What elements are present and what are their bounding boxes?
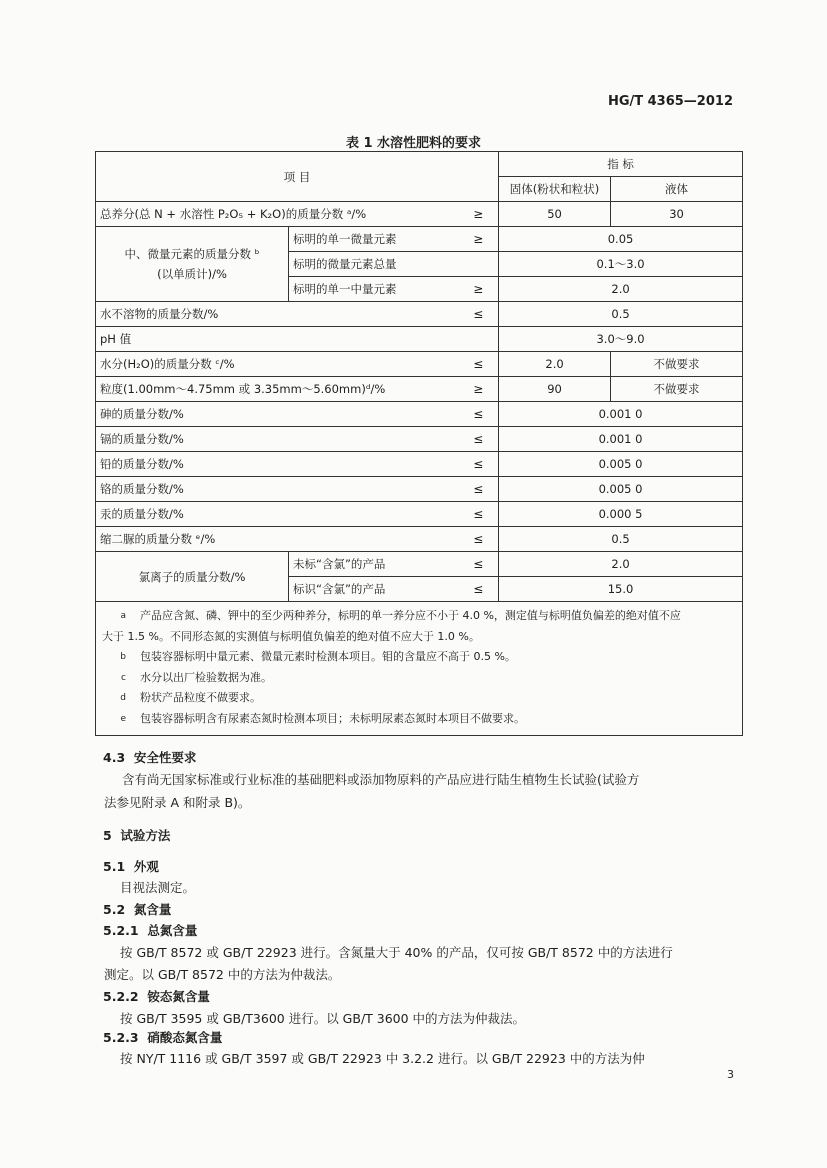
header-item: 项 目 <box>96 152 499 202</box>
section-5-2-1-text-line2: 测定。以 GB/T 8572 中的方法为仲裁法。 <box>104 967 341 982</box>
row-symbol: ≤ <box>459 427 499 452</box>
page-number: 3 <box>727 1068 734 1081</box>
section-number: 4.3 <box>103 750 126 765</box>
note-marker: d <box>120 693 126 703</box>
row-symbol: ≤ <box>459 402 499 427</box>
table-row <box>96 302 743 327</box>
header-liquid: 液体 <box>611 177 743 202</box>
note-marker: b <box>120 652 126 662</box>
note-d <box>102 688 736 709</box>
row-symbol: ≥ <box>459 377 499 402</box>
table-row <box>96 552 743 577</box>
row-label: 粒度(1.00mm～4.75mm 或 3.35mm～5.60mm)ᵈ/% <box>96 377 459 402</box>
header-solid: 固体(粉状和粒状) <box>499 177 611 202</box>
row-label: 铅的质量分数/% <box>96 452 459 477</box>
note-text: 产品应含氮、磷、钾中的至少两种养分，标明的单一养分应不小于 4.0 %，测定值与标明值负偏差的绝对值不应 <box>140 609 681 622</box>
row-symbol: ≥ <box>459 277 499 302</box>
table-row <box>96 377 743 402</box>
row-value: 0.1～3.0 <box>499 252 743 277</box>
section-5-2-3-text: 按 NY/T 1116 或 GB/T 3597 或 GB/T 22923 中 3.2.2 进行。以 GB/T 22923 中的方法为仲 <box>120 1051 645 1066</box>
row-value-solid: 2.0 <box>499 352 611 377</box>
table-row <box>96 427 743 452</box>
row-symbol: ≤ <box>459 477 499 502</box>
table-row <box>96 327 743 352</box>
row-label: 水不溶物的质量分数/% <box>96 302 459 327</box>
row-symbol: ≤ <box>459 302 499 327</box>
section-title: 安全性要求 <box>133 750 197 765</box>
row-symbol: ≤ <box>459 552 499 577</box>
table-row <box>96 402 743 427</box>
section-number: 5.2.2 <box>103 989 139 1004</box>
section-number: 5.2.1 <box>103 923 139 938</box>
note-marker: e <box>120 713 126 724</box>
row-value: 0.5 <box>499 527 743 552</box>
row-value: 0.005 0 <box>499 477 743 502</box>
table-notes <box>96 602 743 736</box>
row-label: pH 值 <box>96 327 499 352</box>
note-a <box>102 606 736 627</box>
row-value-liquid: 不做要求 <box>611 352 743 377</box>
table-header-row-1 <box>96 152 743 177</box>
header-indicator: 指 标 <box>499 152 743 177</box>
table-row <box>96 227 743 252</box>
note-a-continued: 大于 1.5 %。不同形态氮的实测值与标明值负偏差的绝对值不应大于 1.0 %。 <box>102 629 480 643</box>
row-value-liquid: 不做要求 <box>611 377 743 402</box>
row-value-liquid: 30 <box>611 202 743 227</box>
chloride-group-label: 氯离子的质量分数/% <box>96 552 289 602</box>
section-5-2-2-heading <box>103 987 743 1005</box>
row-value: 2.0 <box>499 552 743 577</box>
table-row <box>96 202 743 227</box>
row-symbol: ≤ <box>459 452 499 477</box>
section-title: 铵态氮含量 <box>147 989 210 1004</box>
row-label: 标识“含氯”的产品 <box>289 577 459 602</box>
requirements-table <box>95 151 743 736</box>
note-text: 水分以出厂检验数据为准。 <box>140 670 272 684</box>
row-label: 水分(H₂O)的质量分数 ᶜ/% <box>96 352 459 377</box>
table-row <box>96 452 743 477</box>
row-value-solid: 90 <box>499 377 611 402</box>
table-title: 表 1 水溶性肥料的要求 <box>345 136 482 151</box>
row-symbol: ≤ <box>459 527 499 552</box>
row-label: 缩二脲的质量分数 ᵉ/% <box>96 527 459 552</box>
section-5-heading <box>103 826 743 844</box>
row-value: 0.001 0 <box>499 427 743 452</box>
row-symbol: ≤ <box>459 352 499 377</box>
row-value-solid: 50 <box>499 202 611 227</box>
row-symbol: ≤ <box>459 502 499 527</box>
trace-group-label <box>96 227 289 302</box>
note-text: 包装容器标明含有尿素态氮时检测本项目；未标明尿素态氮时本项目不做要求。 <box>140 711 525 725</box>
section-5-2-1-heading <box>103 921 743 939</box>
section-5-2-2-text: 按 GB/T 3595 或 GB/T3600 进行。以 GB/T 3600 中的方法为仲裁法。 <box>120 1011 526 1026</box>
section-number: 5.2 <box>103 902 126 917</box>
section-number: 5.2.3 <box>103 1030 139 1045</box>
note-b <box>102 647 736 668</box>
section-title: 总氮含量 <box>147 923 198 938</box>
section-4-3-heading <box>103 748 743 766</box>
note-marker: c <box>121 672 126 683</box>
row-value: 15.0 <box>499 577 743 602</box>
table-notes-row <box>96 602 743 736</box>
table-row <box>96 502 743 527</box>
note-e <box>102 709 736 730</box>
section-5-2-3-heading <box>103 1028 743 1046</box>
row-label: 标明的微量元素总量 <box>289 252 499 277</box>
note-c <box>102 668 736 689</box>
row-label: 未标“含氯”的产品 <box>289 552 459 577</box>
row-label: 汞的质量分数/% <box>96 502 459 527</box>
section-title: 试验方法 <box>120 828 171 843</box>
note-text: 粉状产品粒度不做要求。 <box>140 691 261 704</box>
section-5-1-text: 目视法测定。 <box>120 880 196 895</box>
row-label: 砷的质量分数/% <box>96 402 459 427</box>
row-value: 0.005 0 <box>499 452 743 477</box>
table-row <box>96 477 743 502</box>
section-5-2-heading <box>103 900 743 918</box>
section-4-3-text-line2: 法参见附录 A 和附录 B)。 <box>104 795 251 810</box>
row-symbol: ≤ <box>459 577 499 602</box>
row-value: 3.0～9.0 <box>499 327 743 352</box>
note-text: 包装容器标明中量元素、微量元素时检测本项目。钼的含量应不高于 0.5 %。 <box>140 650 516 663</box>
row-label: 标明的单一中量元素 <box>289 277 459 302</box>
row-label: 镉的质量分数/% <box>96 427 459 452</box>
document-code: HG/T 4365—2012 <box>607 94 733 109</box>
trace-group-label-line2: (以单质计)/% <box>157 267 227 281</box>
row-value: 0.5 <box>499 302 743 327</box>
note-marker: a <box>120 611 126 621</box>
section-title: 氮含量 <box>133 902 172 917</box>
trace-group-label-line1: 中、微量元素的质量分数 ᵇ <box>124 247 260 261</box>
row-symbol: ≥ <box>459 202 499 227</box>
table-row <box>96 352 743 377</box>
section-title: 外观 <box>133 859 159 874</box>
row-value: 0.05 <box>499 227 743 252</box>
section-4-3-text-line1: 含有尚无国家标准或行业标准的基础肥料或添加物原料的产品应进行陆生植物生长试验(试验方 <box>122 772 640 787</box>
section-number: 5.1 <box>103 859 126 874</box>
section-title: 硝酸态氮含量 <box>147 1030 223 1045</box>
row-symbol: ≥ <box>459 227 499 252</box>
table-row <box>96 527 743 552</box>
row-label: 铬的质量分数/% <box>96 477 459 502</box>
row-label: 标明的单一微量元素 <box>289 227 459 252</box>
row-value: 2.0 <box>499 277 743 302</box>
section-5-1-heading <box>103 857 743 875</box>
section-5-2-1-text-line1: 按 GB/T 8572 或 GB/T 22923 进行。含氮量大于 40% 的产品，仅可按 GB/T 8572 中的方法进行 <box>120 945 673 960</box>
row-label: 总养分(总 N + 水溶性 P₂O₅ + K₂O)的质量分数 ᵃ/% <box>96 202 459 227</box>
row-value: 0.000 5 <box>499 502 743 527</box>
row-value: 0.001 0 <box>499 402 743 427</box>
section-number: 5 <box>103 828 112 843</box>
